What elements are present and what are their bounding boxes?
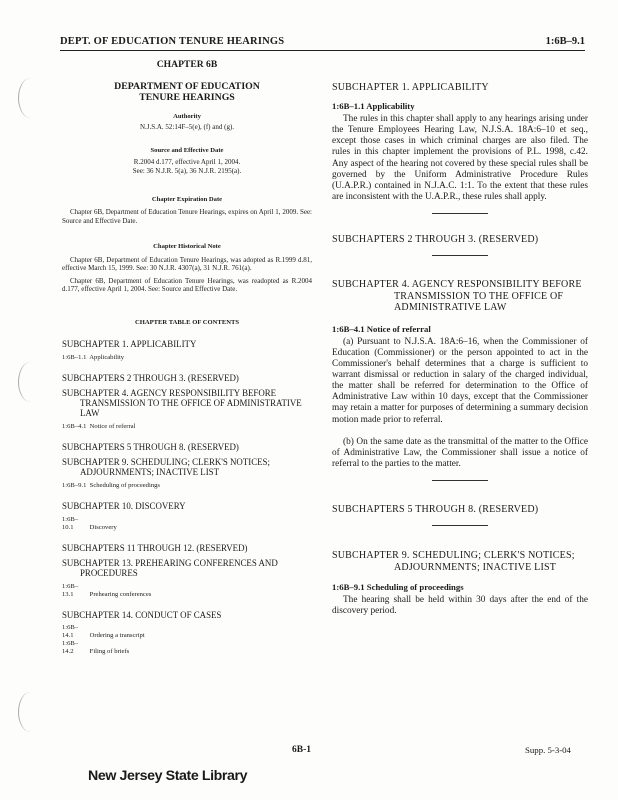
toc-item	[62, 624, 312, 640]
toc-item	[62, 516, 312, 532]
authority-text: N.J.S.A. 52:14F–5(e), (f) and (g).	[139, 123, 235, 132]
subchapters-2-3-heading: SUBCHAPTERS 2 THROUGH 3. (RESERVED)	[332, 233, 539, 245]
toc-item-title: Prehearing conferences	[89, 591, 152, 598]
section-4-1-heading: 1:6B–4.1 Notice of referral	[332, 323, 431, 334]
toc-subchapter-2-3: SUBCHAPTERS 2 THROUGH 3. (RESERVED)	[62, 373, 239, 383]
source-heading: Source and Effective Date	[150, 147, 224, 155]
subchapter-1-heading: SUBCHAPTER 1. APPLICABILITY	[332, 82, 489, 93]
history-text-2: Chapter 6B, Department of Education Tenure Hearings, was readopted as R.2004 d.177, effective April 1, 2004. See: Source and Effective Date.	[62, 276, 312, 293]
source-line-2: See: 36 N.J.R. 5(a), 36 N.J.R. 2195(a).	[132, 166, 242, 175]
page-number: 6B-1	[292, 745, 311, 755]
toc-item-title: Discovery	[89, 524, 117, 531]
toc-item-title: Notice of referral	[89, 423, 136, 430]
section-divider	[432, 480, 488, 481]
toc-item-number: 1:6B–9.1	[62, 482, 87, 489]
toc-subchapter-1: SUBCHAPTER 1. APPLICABILITY	[62, 339, 197, 349]
toc-subchapter-13: SUBCHAPTER 13. PREHEARING CONFERENCES AND PROCEDURES	[62, 558, 278, 578]
supplement-date: Supp. 5-3-04	[525, 745, 571, 755]
section-1-1-heading: 1:6B–1.1 Applicability	[332, 101, 415, 112]
punch-hole-bottom	[18, 692, 43, 732]
source-text	[62, 158, 312, 176]
toc-item-title: Filing of briefs	[89, 648, 130, 655]
expiration-text: Chapter 6B, Department of Education Tenure Hearings, expires on April 1, 2009. See: Source and Effective Date.	[62, 208, 312, 225]
punch-hole-middle	[18, 362, 43, 402]
chapter-title: CHAPTER 6B	[156, 59, 218, 70]
running-header	[60, 36, 585, 51]
toc-subchapter-14: SUBCHAPTER 14. CONDUCT OF CASES	[62, 610, 222, 620]
toc-item	[62, 482, 312, 490]
department-title-line-2: TENURE HEARINGS	[139, 92, 235, 104]
punch-hole-top	[18, 78, 43, 118]
toc-subchapter-5-8: SUBCHAPTERS 5 THROUGH 8. (RESERVED)	[62, 442, 239, 452]
toc-item-title: Applicability	[89, 354, 125, 361]
toc-item-title: Ordering a transcript	[89, 632, 145, 639]
section-4-1-paragraph-a: (a) Pursuant to N.J.S.A. 18A:6–16, when the Commissioner of Education (Commissioner) or the person appointed to act in the Commissioner's behalf determines that a charge is sufficient to warrant dismissal or reduction in salary of the charged individual, the matter shall be referred for determination to the Office of Administrative Law within 10 days, except that the Commissioner may retain a matter for purposes of determining a summary decision motion made prior to referral.	[332, 336, 588, 425]
toc-item-number: 1:6B–10.1	[62, 516, 79, 531]
toc-item	[62, 583, 312, 599]
header-section-number: 1:6B–9.1	[545, 36, 585, 47]
toc-subchapter-10: SUBCHAPTER 10. DISCOVERY	[62, 501, 186, 511]
section-1-1-text: The rules in this chapter shall apply to any hearings arising under the Tenure Employees Hearing Law, N.J.S.A. 18A:6–10 et seq., except those cases in which criminal charges are also filed. The rules in this chapter implement the provisions of P.L. 1998, c.42. Any aspect of the hearing not covered by these special rules shall be governed by the Uniform Administrative Procedure Rules (U.A.P.R.) contained in N.J.A.C. 1:1. To the extent that these rules are inconsistent with the U.A.P.R., these rules shall apply.	[332, 114, 588, 202]
subchapters-5-8-heading: SUBCHAPTERS 5 THROUGH 8. (RESERVED)	[332, 503, 539, 515]
section-9-1-text: The hearing shall be held within 30 days after the end of the discovery period.	[332, 595, 588, 617]
toc-item-number: 1:6B–14.2	[62, 640, 79, 655]
section-9-1-heading: 1:6B–9.1 Scheduling of proceedings	[332, 582, 464, 593]
history-heading: Chapter Historical Note	[153, 243, 221, 251]
toc-item	[62, 640, 312, 656]
section-divider	[432, 213, 488, 214]
authority-heading: Authority	[173, 112, 201, 120]
toc-item-number: 1:6B–13.1	[62, 583, 79, 598]
toc-subchapter-9: SUBCHAPTER 9. SCHEDULING; CLERK'S NOTICES; ADJOURNMENTS; INACTIVE LIST	[62, 457, 270, 477]
section-divider	[432, 525, 488, 526]
toc-item	[62, 423, 312, 431]
header-title: DEPT. OF EDUCATION TENURE HEARINGS	[60, 36, 285, 47]
department-title-line-1: DEPARTMENT OF EDUCATION	[114, 80, 260, 92]
department-title	[62, 81, 312, 104]
toc-subchapter-4: SUBCHAPTER 4. AGENCY RESPONSIBILITY BEFORE TRANSMISSION TO THE OFFICE OF ADMINISTRATIVE LAW	[62, 388, 302, 418]
history-text-1: Chapter 6B, Department of Education Tenure Hearings, was adopted as R.1999 d.81, effective March 15, 1999. See: 30 N.J.R. 4307(a), 31 N.J.R. 761(a).	[62, 255, 312, 273]
subchapter-4-heading: SUBCHAPTER 4. AGENCY RESPONSIBILITY BEFORE TRANSMISSION TO THE OFFICE OF ADMINISTRATIVE LAW	[332, 279, 582, 314]
section-4-1-paragraph-b: (b) On the same date as the transmittal of the matter to the Office of Administrative Law, the Commissioner shall issue a notice of referral to the parties to the matter.	[332, 436, 588, 469]
library-stamp: New Jersey State Library	[88, 768, 248, 784]
toc-heading: CHAPTER TABLE OF CONTENTS	[134, 319, 240, 327]
toc-item-title: Scheduling of proceedings	[89, 482, 160, 489]
section-divider	[432, 255, 488, 256]
toc-item-number: 1:6B–14.1	[62, 624, 79, 639]
expiration-heading: Chapter Expiration Date	[151, 195, 223, 203]
source-line-1: R.2004 d.177, effective April 1, 2004.	[133, 157, 241, 166]
left-column	[62, 56, 312, 656]
subchapter-9-heading: SUBCHAPTER 9. SCHEDULING; CLERK'S NOTICES; ADJOURNMENTS; INACTIVE LIST	[332, 550, 575, 573]
toc-item-number: 1:6B–1.1	[62, 354, 87, 361]
toc-item	[62, 354, 312, 362]
toc-subchapter-11-12: SUBCHAPTERS 11 THROUGH 12. (RESERVED)	[62, 543, 248, 553]
right-column	[332, 82, 588, 618]
toc-item-number: 1:6B–4.1	[62, 423, 87, 430]
